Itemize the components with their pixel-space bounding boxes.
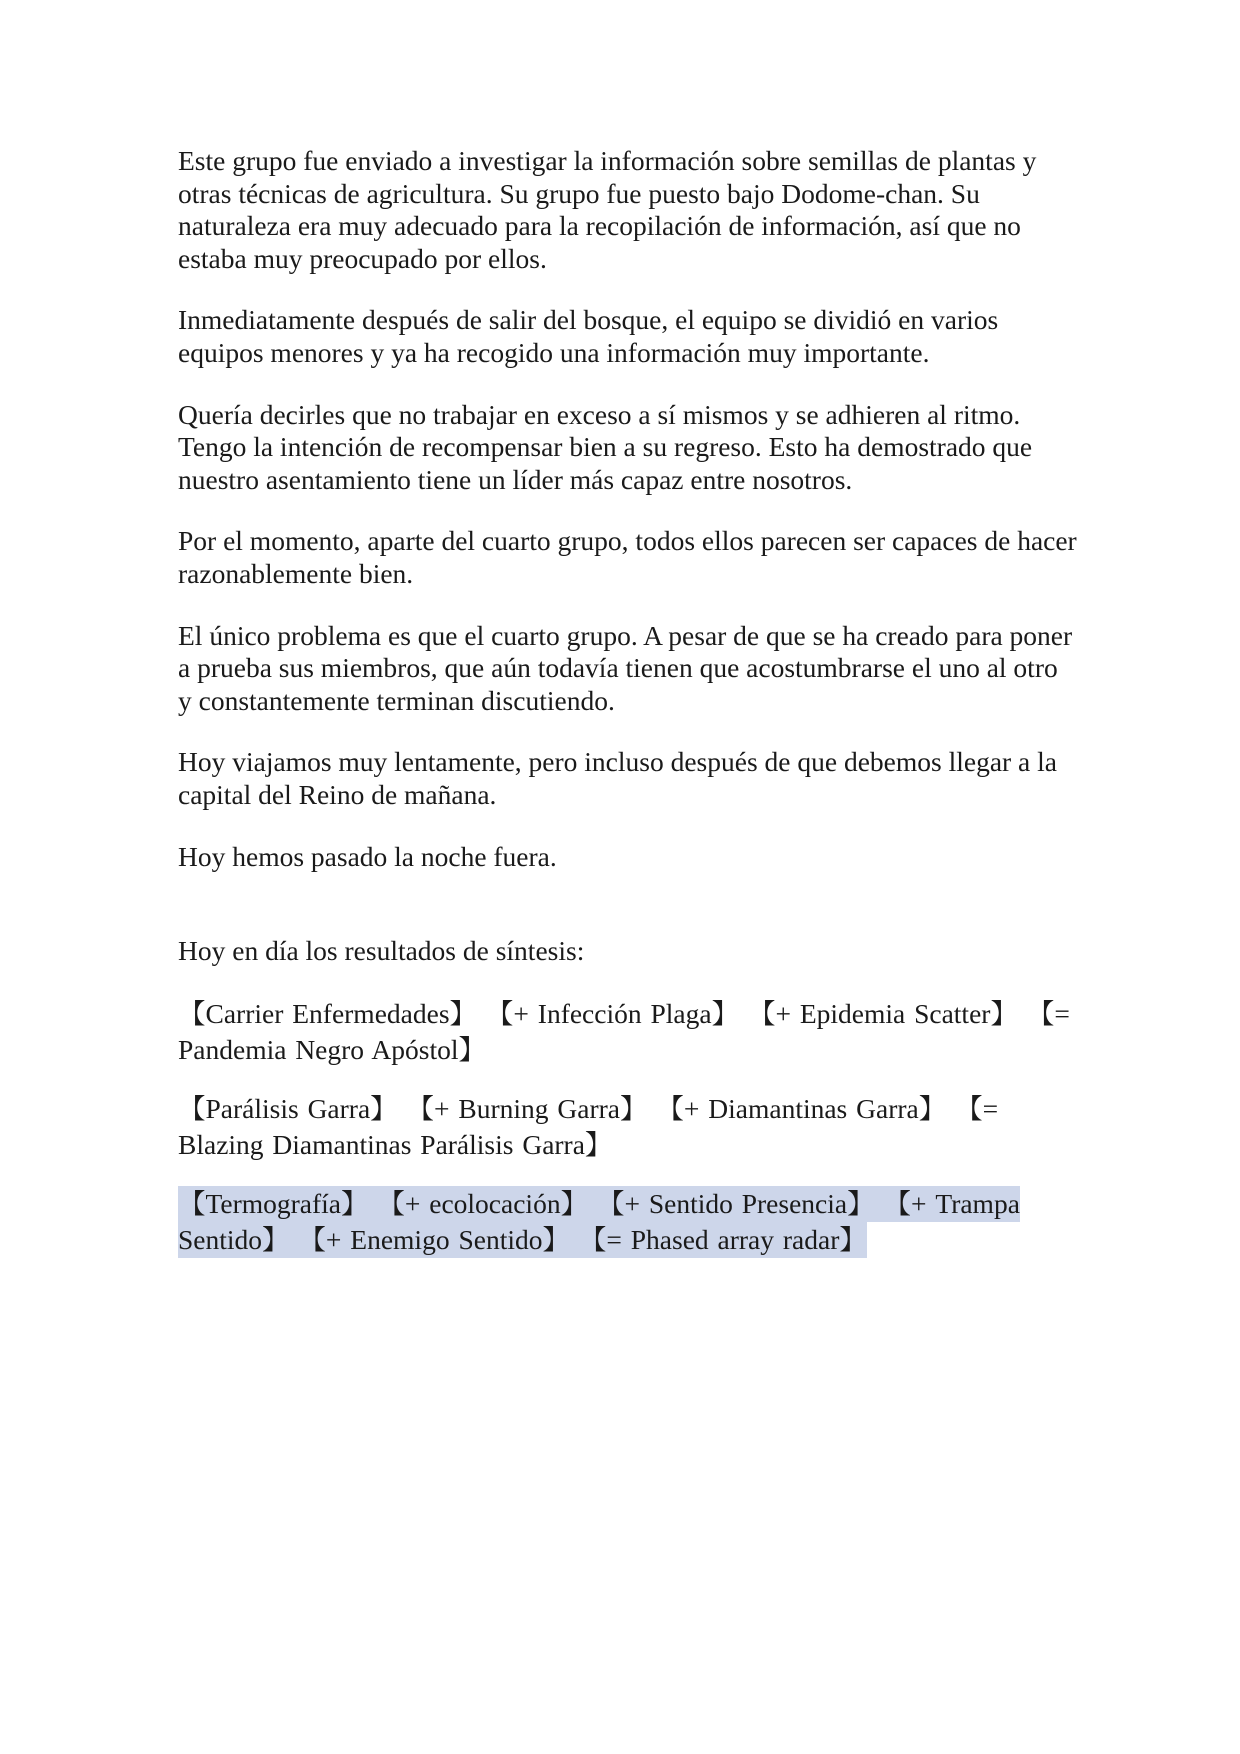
synthesis-line-2: [178, 1091, 1078, 1164]
synthesis-results-title: Hoy en día los resultados de síntesis:: [178, 935, 585, 967]
synthesis-line-3-text[interactable]: 【Termografía】 【+ ecolocación】 【+ Sentido Presencia】 【+ Trampa Sentido】 【+ Enemigo Sentido】 【= Phased array radar】: [178, 1186, 1020, 1259]
paragraph-7: Hoy hemos pasado la noche fuera.: [178, 840, 557, 872]
synthesis-line-1-text: 【Carrier Enfermedades】 【+ Infección Plaga】 【+ Epidemia Scatter】 【= Pandemia Negro Apóstol】: [178, 997, 1070, 1066]
document-body: [178, 145, 1078, 1281]
paragraph-2: Inmediatamente después de salir del bosque, el equipo se dividió en varios equipos menores y ya ha recogido una información muy importante.: [178, 304, 999, 368]
paragraph-6: Hoy viajamos muy lentamente, pero incluso después de que debemos llegar a la capital del Reino de mañana.: [178, 746, 1057, 810]
paragraph-3: Quería decirles que no trabajar en exceso a sí mismos y se adhieren al ritmo. Tengo la intención de recompensar bien a su regreso. Esto ha demostrado que nuestro asentamiento tiene un líder más capaz entre nosotros.: [178, 398, 1033, 495]
synthesis-line-3-selected[interactable]: [178, 1186, 1078, 1259]
synthesis-line-1: [178, 996, 1078, 1069]
paragraph-5: El único problema es que el cuarto grupo. A pesar de que se ha creado para poner a prueba sus miembros, que aún todavía tienen que acostumbrarse el uno al otro y constantemente terminan discutiendo.: [178, 619, 1073, 716]
paragraph-4: Por el momento, aparte del cuarto grupo, todos ellos parecen ser capaces de hacer razonablemente bien.: [178, 525, 1077, 589]
synthesis-line-2-text: 【Parálisis Garra】 【+ Burning Garra】 【+ Diamantinas Garra】 【= Blazing Diamantinas Parálisis Garra】: [178, 1092, 999, 1161]
paragraph-1: Este grupo fue enviado a investigar la información sobre semillas de plantas y otras técnicas de agricultura. Su grupo fue puesto bajo Dodome-chan. Su naturaleza era muy adecuado para la recopilación de información, así que no estaba muy preocupado por ellos.: [178, 145, 1037, 274]
